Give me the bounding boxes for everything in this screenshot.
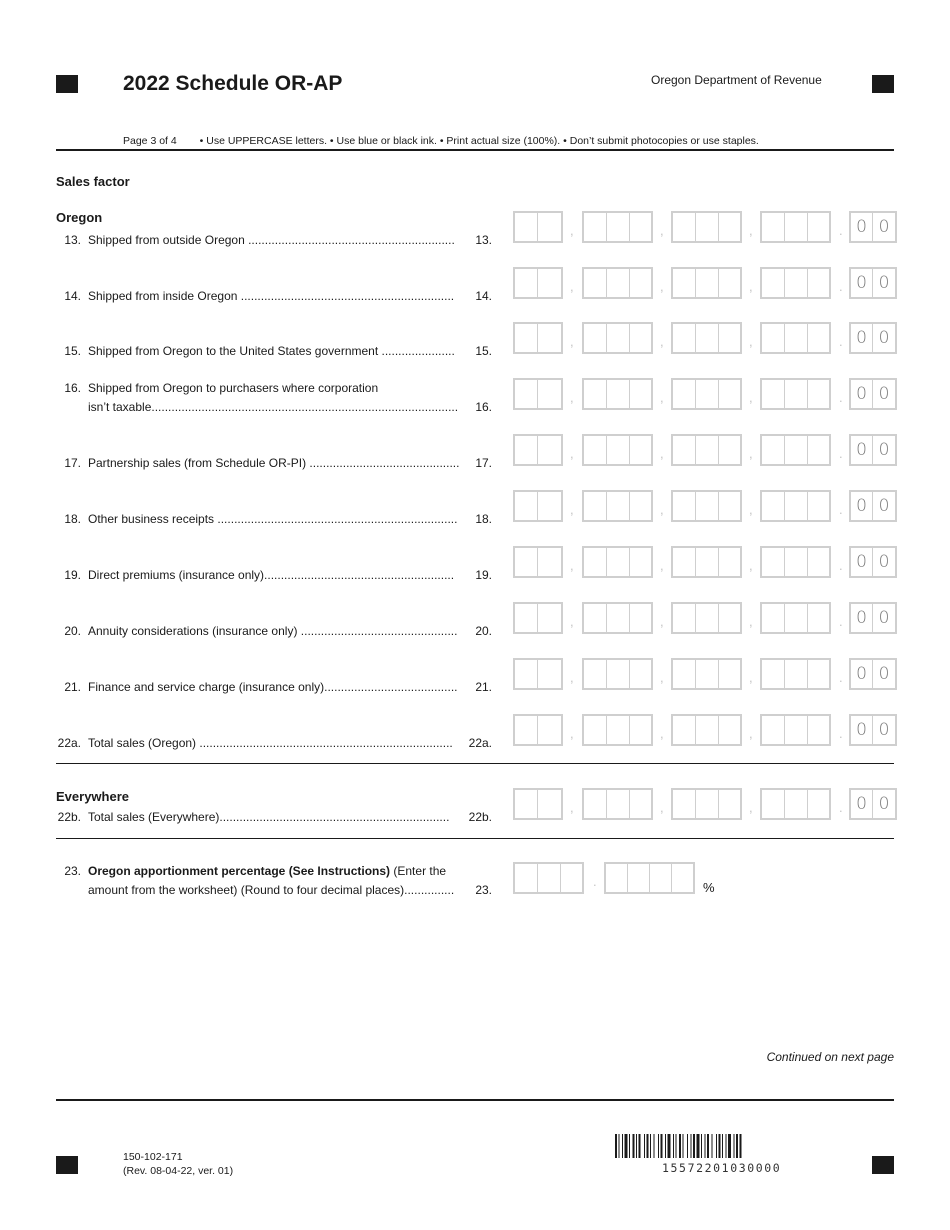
cents-boxes bbox=[849, 658, 897, 690]
line-number: 15. bbox=[64, 344, 81, 358]
digit-group-4[interactable] bbox=[760, 658, 831, 690]
digit-group-3[interactable] bbox=[671, 211, 742, 243]
cents-digit: 0 bbox=[878, 664, 890, 684]
thousands-separator: , bbox=[660, 279, 664, 294]
digit-group-1[interactable] bbox=[513, 267, 563, 299]
digit-group-1[interactable] bbox=[513, 714, 563, 746]
decimal-point: . bbox=[839, 223, 843, 238]
barcode-bar bbox=[676, 1134, 677, 1158]
line-number: 20. bbox=[64, 624, 81, 638]
cents-boxes bbox=[849, 434, 897, 466]
thousands-separator: , bbox=[570, 670, 574, 685]
barcode-bar bbox=[716, 1134, 717, 1158]
barcode-bar bbox=[726, 1134, 727, 1158]
thousands-separator: , bbox=[660, 223, 664, 238]
line-23 bbox=[56, 862, 496, 902]
thousands-separator: , bbox=[660, 502, 664, 517]
line-label: 14. bbox=[475, 289, 492, 303]
decimal-point: . bbox=[839, 670, 843, 685]
cents-digit: 0 bbox=[878, 496, 890, 516]
digit-group-1[interactable] bbox=[513, 490, 563, 522]
digit-group-1[interactable] bbox=[513, 788, 563, 820]
barcode-bar bbox=[625, 1134, 628, 1158]
digit-group-1[interactable] bbox=[513, 546, 563, 578]
cents-digit: 0 bbox=[851, 269, 873, 297]
digit-group-2[interactable] bbox=[582, 434, 653, 466]
line-22b bbox=[56, 808, 496, 828]
cents-digit: 0 bbox=[878, 273, 890, 293]
amount-field-21[interactable] bbox=[513, 658, 897, 690]
line-23-text-continued: amount from the worksheet) (Round to four decimal places)............... bbox=[88, 883, 455, 897]
everywhere-section-divider bbox=[56, 838, 894, 839]
barcode-bar bbox=[734, 1134, 735, 1158]
thousands-separator: , bbox=[660, 558, 664, 573]
line-text: Shipped from outside Oregon .............................................................. bbox=[88, 233, 455, 247]
digit-group-2[interactable] bbox=[582, 490, 653, 522]
barcode-bar bbox=[683, 1134, 684, 1158]
decimal-point: . bbox=[839, 279, 843, 294]
thousands-separator: , bbox=[570, 726, 574, 741]
digit-group-1[interactable] bbox=[513, 322, 563, 354]
digit-group-2[interactable] bbox=[582, 378, 653, 410]
digit-group-4[interactable] bbox=[760, 602, 831, 634]
amount-field-22b[interactable] bbox=[513, 788, 897, 820]
barcode-bar bbox=[736, 1134, 738, 1158]
digit-group-3[interactable] bbox=[671, 378, 742, 410]
barcode-bar bbox=[658, 1134, 659, 1158]
cents-digit: 0 bbox=[878, 608, 890, 628]
thousands-separator: , bbox=[570, 558, 574, 573]
line-text: Total sales (Oregon) ............................................................................ bbox=[88, 736, 453, 750]
cents-digit: 0 bbox=[851, 604, 873, 632]
barcode-bar bbox=[650, 1134, 651, 1158]
thousands-separator: , bbox=[749, 446, 753, 461]
line-number: 19. bbox=[64, 568, 81, 582]
line-label: 16. bbox=[475, 400, 492, 414]
cents-digit: 0 bbox=[878, 328, 890, 348]
decimal-point: . bbox=[593, 874, 597, 889]
line-15 bbox=[56, 342, 496, 362]
line-label: 17. bbox=[475, 456, 492, 470]
line-14 bbox=[56, 287, 496, 307]
line-number: 22a. bbox=[57, 736, 81, 750]
barcode-bar bbox=[661, 1134, 663, 1158]
line-21 bbox=[56, 678, 496, 698]
digit-group-4[interactable] bbox=[760, 714, 831, 746]
cents-boxes bbox=[849, 602, 897, 634]
thousands-separator: , bbox=[570, 800, 574, 815]
thousands-separator: , bbox=[749, 390, 753, 405]
thousands-separator: , bbox=[749, 800, 753, 815]
digit-group-4[interactable] bbox=[760, 378, 831, 410]
barcode-bar bbox=[722, 1134, 723, 1158]
digit-group-1[interactable] bbox=[513, 434, 563, 466]
decimal-point: . bbox=[839, 502, 843, 517]
barcode-bar bbox=[691, 1134, 692, 1158]
barcode-bar bbox=[654, 1134, 655, 1158]
digit-group-3[interactable] bbox=[671, 267, 742, 299]
cents-digit: 0 bbox=[878, 552, 890, 572]
barcode-bar bbox=[668, 1134, 671, 1158]
form-revision: (Rev. 08-04-22, ver. 01) bbox=[123, 1165, 234, 1177]
digit-group-2[interactable] bbox=[582, 714, 653, 746]
page-indicator: Page 3 of 4 bbox=[123, 135, 177, 147]
apportionment-percentage-field[interactable] bbox=[513, 862, 703, 894]
digit-group-1[interactable] bbox=[513, 211, 563, 243]
barcode-bar bbox=[636, 1134, 637, 1158]
cents-digit: 0 bbox=[878, 794, 890, 814]
digit-group-4[interactable] bbox=[760, 267, 831, 299]
oregon-section-divider bbox=[56, 763, 894, 764]
digit-group-3[interactable] bbox=[671, 602, 742, 634]
line-label: 15. bbox=[475, 344, 492, 358]
registration-mark-top-left bbox=[56, 75, 78, 93]
digit-group-4[interactable] bbox=[760, 322, 831, 354]
thousands-separator: , bbox=[749, 223, 753, 238]
continued-note: Continued on next page bbox=[766, 1050, 894, 1064]
digit-group-4[interactable] bbox=[760, 211, 831, 243]
digit-group-3[interactable] bbox=[671, 434, 742, 466]
digit-group-4[interactable] bbox=[760, 434, 831, 466]
line-18 bbox=[56, 510, 496, 530]
cents-boxes bbox=[849, 378, 897, 410]
digit-group-2[interactable] bbox=[582, 602, 653, 634]
thousands-separator: , bbox=[749, 502, 753, 517]
cents-digit: 0 bbox=[851, 492, 873, 520]
thousands-separator: , bbox=[749, 279, 753, 294]
line-17 bbox=[56, 454, 496, 474]
cents-digit: 0 bbox=[851, 790, 873, 818]
thousands-separator: , bbox=[660, 800, 664, 815]
barcode-image bbox=[615, 1134, 827, 1158]
barcode-bar bbox=[622, 1134, 623, 1158]
barcode-bar bbox=[697, 1134, 700, 1158]
line-text: Total sales (Everywhere)..................................................................... bbox=[88, 810, 450, 824]
amount-field-22a[interactable] bbox=[513, 714, 897, 746]
cents-digit: 0 bbox=[878, 217, 890, 237]
digit-group-4[interactable] bbox=[760, 788, 831, 820]
cents-boxes bbox=[849, 211, 897, 243]
decimal-point: . bbox=[839, 334, 843, 349]
thousands-separator: , bbox=[660, 726, 664, 741]
thousands-separator: , bbox=[570, 279, 574, 294]
thousands-separator: , bbox=[660, 390, 664, 405]
thousands-separator: , bbox=[749, 614, 753, 629]
digit-group-3[interactable] bbox=[671, 322, 742, 354]
cents-digit: 0 bbox=[851, 436, 873, 464]
percent-sign: % bbox=[703, 880, 715, 895]
line-text: Other business receipts ........................................................................ bbox=[88, 512, 458, 526]
line-text: Direct premiums (insurance only)......................................................... bbox=[88, 568, 455, 582]
registration-mark-top-right bbox=[872, 75, 894, 93]
cents-boxes bbox=[849, 490, 897, 522]
thousands-separator: , bbox=[570, 614, 574, 629]
barcode-bar bbox=[712, 1134, 713, 1158]
section-heading-oregon: Oregon bbox=[56, 210, 103, 225]
line-19 bbox=[56, 566, 496, 586]
barcode-bar bbox=[633, 1134, 635, 1158]
barcode-bar bbox=[665, 1134, 666, 1158]
digit-group-3[interactable] bbox=[671, 714, 742, 746]
line-text: Finance and service charge (insurance only)........................................ bbox=[88, 680, 458, 694]
digit-group-2[interactable] bbox=[582, 267, 653, 299]
thousands-separator: , bbox=[570, 390, 574, 405]
percent-decimal-boxes[interactable] bbox=[604, 862, 695, 894]
line-23-text: (Enter the bbox=[390, 864, 447, 878]
thousands-separator: , bbox=[570, 334, 574, 349]
digit-group-1[interactable] bbox=[513, 658, 563, 690]
thousands-separator: , bbox=[570, 223, 574, 238]
department-name: Oregon Department of Revenue bbox=[651, 73, 822, 87]
cents-digit: 0 bbox=[878, 720, 890, 740]
decimal-point: . bbox=[839, 558, 843, 573]
line-22a bbox=[56, 734, 496, 754]
digit-group-3[interactable] bbox=[671, 788, 742, 820]
digit-group-3[interactable] bbox=[671, 658, 742, 690]
line-number: 23. bbox=[64, 864, 81, 878]
amount-field-19[interactable] bbox=[513, 546, 897, 578]
line-label: 21. bbox=[475, 680, 492, 694]
thousands-separator: , bbox=[749, 670, 753, 685]
amount-field-15[interactable] bbox=[513, 322, 897, 354]
cents-digit: 0 bbox=[851, 213, 873, 241]
form-title: 2022 Schedule OR-AP bbox=[123, 72, 343, 95]
barcode-bar bbox=[619, 1134, 620, 1158]
digit-group-2[interactable] bbox=[582, 322, 653, 354]
cents-boxes bbox=[849, 546, 897, 578]
thousands-separator: , bbox=[660, 334, 664, 349]
cents-boxes bbox=[849, 322, 897, 354]
barcode-bar bbox=[728, 1134, 731, 1158]
amount-field-20[interactable] bbox=[513, 602, 897, 634]
cents-boxes bbox=[849, 788, 897, 820]
barcode-bar bbox=[615, 1134, 617, 1158]
line-text-continued: isn’t taxable............................................................................................ bbox=[88, 400, 459, 414]
amount-field-18[interactable] bbox=[513, 490, 897, 522]
line-16 bbox=[56, 379, 496, 419]
cents-boxes bbox=[849, 714, 897, 746]
line-label: 13. bbox=[475, 233, 492, 247]
cents-digit: 0 bbox=[851, 324, 873, 352]
line-label: 23. bbox=[475, 883, 492, 897]
line-text: Annuity considerations (insurance only) ............................................... bbox=[88, 624, 458, 638]
barcode-bar bbox=[679, 1134, 681, 1158]
thousands-separator: , bbox=[660, 614, 664, 629]
cents-digit: 0 bbox=[878, 440, 890, 460]
barcode-bar bbox=[707, 1134, 709, 1158]
footer-divider bbox=[56, 1099, 894, 1101]
line-number: 14. bbox=[64, 289, 81, 303]
decimal-point: . bbox=[839, 726, 843, 741]
thousands-separator: , bbox=[749, 558, 753, 573]
filing-instructions: • Use UPPERCASE letters. • Use blue or black ink. • Print actual size (100%). • Don’t submit photocopies or use staples. bbox=[199, 135, 759, 147]
line-number: 17. bbox=[64, 456, 81, 470]
amount-field-13[interactable] bbox=[513, 211, 897, 243]
thousands-separator: , bbox=[570, 502, 574, 517]
digit-group-4[interactable] bbox=[760, 546, 831, 578]
line-20 bbox=[56, 622, 496, 642]
cents-digit: 0 bbox=[851, 548, 873, 576]
thousands-separator: , bbox=[570, 446, 574, 461]
barcode-bar bbox=[647, 1134, 649, 1158]
digit-group-1[interactable] bbox=[513, 602, 563, 634]
digit-group-1[interactable] bbox=[513, 378, 563, 410]
line-text: Shipped from Oregon to purchasers where corporation bbox=[88, 381, 379, 395]
digit-group-2[interactable] bbox=[582, 788, 653, 820]
form-identifier bbox=[123, 1150, 233, 1178]
thousands-separator: , bbox=[660, 670, 664, 685]
barcode-bar bbox=[740, 1134, 742, 1158]
decimal-point: . bbox=[839, 614, 843, 629]
thousands-separator: , bbox=[749, 334, 753, 349]
registration-mark-bottom-left bbox=[56, 1156, 78, 1174]
amount-field-17[interactable] bbox=[513, 434, 897, 466]
percent-whole-boxes[interactable] bbox=[513, 862, 584, 894]
registration-mark-bottom-right bbox=[872, 1156, 894, 1174]
amount-field-14[interactable] bbox=[513, 267, 897, 299]
line-number: 21. bbox=[64, 680, 81, 694]
line-23-title: Oregon apportionment percentage (See Instructions) bbox=[88, 864, 391, 878]
line-text: Shipped from Oregon to the United States government ...................... bbox=[88, 344, 455, 358]
decimal-point: . bbox=[839, 800, 843, 815]
thousands-separator: , bbox=[749, 726, 753, 741]
decimal-point: . bbox=[839, 390, 843, 405]
cents-digit: 0 bbox=[878, 384, 890, 404]
line-13 bbox=[56, 231, 496, 251]
digit-group-3[interactable] bbox=[671, 490, 742, 522]
form-number: 150-102-171 bbox=[123, 1151, 183, 1163]
barcode-bar bbox=[644, 1134, 645, 1158]
line-text: Partnership sales (from Schedule OR-PI) ............................................. bbox=[88, 456, 460, 470]
line-label: 20. bbox=[475, 624, 492, 638]
barcode-bar bbox=[629, 1134, 630, 1158]
line-number: 18. bbox=[64, 512, 81, 526]
barcode-bar bbox=[693, 1134, 695, 1158]
header-divider bbox=[56, 149, 894, 151]
barcode-bar bbox=[673, 1134, 674, 1158]
instructions-bar bbox=[123, 135, 759, 147]
digit-group-2[interactable] bbox=[582, 546, 653, 578]
barcode-bar bbox=[687, 1134, 688, 1158]
thousands-separator: , bbox=[660, 446, 664, 461]
digit-group-4[interactable] bbox=[760, 490, 831, 522]
digit-group-2[interactable] bbox=[582, 658, 653, 690]
line-label: 19. bbox=[475, 568, 492, 582]
decimal-point: . bbox=[839, 446, 843, 461]
amount-field-16[interactable] bbox=[513, 378, 897, 410]
section-heading-sales-factor: Sales factor bbox=[56, 174, 130, 189]
line-number: 16. bbox=[64, 381, 81, 395]
line-label: 22b. bbox=[468, 810, 492, 824]
barcode-bar bbox=[705, 1134, 706, 1158]
line-number: 13. bbox=[64, 233, 81, 247]
barcode-bar bbox=[639, 1134, 641, 1158]
cents-digit: 0 bbox=[851, 660, 873, 688]
barcode-bar bbox=[701, 1134, 702, 1158]
line-label: 22a. bbox=[468, 736, 492, 750]
barcode-number: 15572201030000 bbox=[662, 1161, 782, 1175]
line-text: Shipped from inside Oregon ................................................................ bbox=[88, 289, 455, 303]
section-heading-everywhere: Everywhere bbox=[56, 789, 129, 804]
line-number: 22b. bbox=[57, 810, 81, 824]
digit-group-3[interactable] bbox=[671, 546, 742, 578]
cents-boxes bbox=[849, 267, 897, 299]
cents-digit: 0 bbox=[851, 380, 873, 408]
line-label: 18. bbox=[475, 512, 492, 526]
cents-digit: 0 bbox=[851, 716, 873, 744]
digit-group-2[interactable] bbox=[582, 211, 653, 243]
barcode-bar bbox=[719, 1134, 721, 1158]
